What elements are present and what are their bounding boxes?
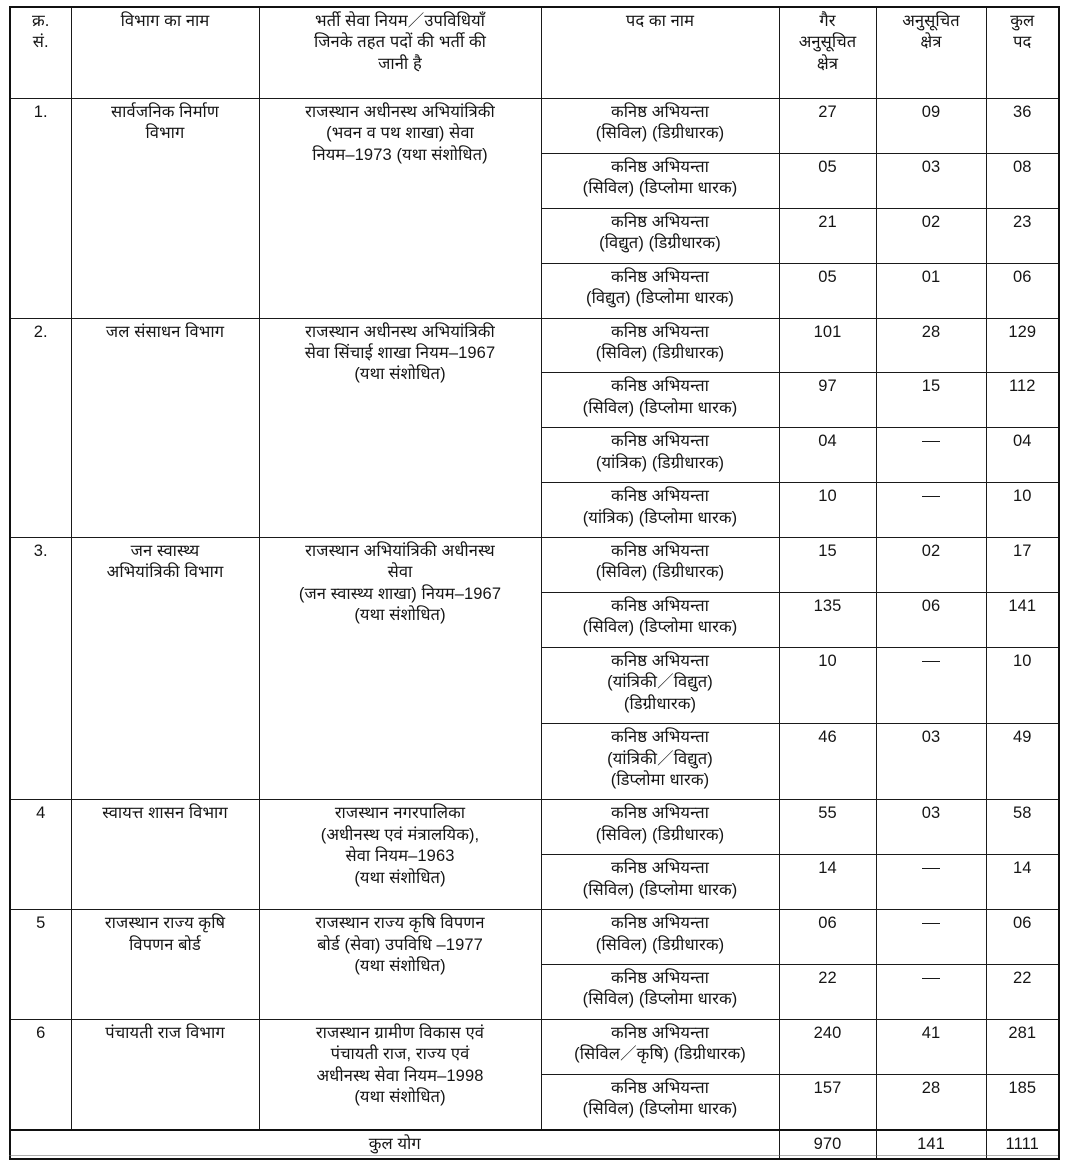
table-row: [10, 1019, 1059, 1074]
post-count-non-scheduled: 10: [779, 647, 876, 723]
text-line: (जन स्वास्थ्य शाखा) नियम–1967: [298, 584, 502, 603]
text-line: कनिष्ठ अभियन्ता: [610, 914, 710, 933]
text-line: कनिष्ठ अभियन्ता: [610, 542, 710, 560]
text-line: (भवन व पथ शाखा) सेवा: [326, 124, 474, 143]
post-count-scheduled: [876, 483, 986, 538]
table-row: [10, 99, 1059, 154]
dash-icon: [922, 441, 940, 442]
post-name: [541, 263, 779, 318]
text-line: (सिविल) (डिग्रीधारक): [595, 563, 725, 582]
text-line: अधीनस्थ सेवा नियम–1998: [316, 1066, 484, 1085]
text-line: कुल: [1010, 12, 1035, 30]
post-count-scheduled: [876, 965, 986, 1020]
recruitment-rules: [259, 1019, 541, 1129]
post-count-non-scheduled: 04: [779, 428, 876, 483]
post-count-scheduled: 01: [876, 263, 986, 318]
table-body: [10, 99, 1059, 1130]
dash-icon: [922, 923, 940, 924]
text-line: (सिविल) (डिग्रीधारक): [595, 343, 725, 362]
post-count-total: 22: [986, 965, 1059, 1020]
post-count-non-scheduled: 14: [779, 855, 876, 910]
post-count-scheduled: 03: [876, 800, 986, 855]
post-name: [541, 153, 779, 208]
column-header-scheduled: [876, 7, 986, 99]
text-line: सेवा: [387, 563, 413, 582]
column-header-post: [541, 7, 779, 99]
total-scheduled: 141: [876, 1130, 986, 1159]
column-header-non-scheduled: [779, 7, 876, 99]
post-count-total: 08: [986, 153, 1059, 208]
text-line: (सिविल) (डिप्लोमा धारक): [582, 618, 738, 637]
row-serial-number: 3.: [10, 538, 71, 800]
text-line: (यथा संशोधित): [354, 365, 446, 384]
column-header-total: [986, 7, 1059, 99]
text-line: सं.: [32, 33, 49, 52]
text-line: कनिष्ठ अभियन्ता: [610, 432, 710, 451]
text-line: क्षेत्र: [816, 54, 839, 73]
text-line: (यांत्रिक) (डिप्लोमा धारक): [582, 508, 738, 527]
text-line: कनिष्ठ अभियन्ता: [610, 804, 710, 823]
vacancy-table: [9, 6, 1060, 1160]
post-count-scheduled: 28: [876, 318, 986, 373]
post-name: [541, 99, 779, 154]
text-line: क्षेत्र: [920, 33, 942, 52]
text-line: कनिष्ठ अभियन्ता: [610, 103, 710, 121]
post-count-scheduled: [876, 428, 986, 483]
post-name: [541, 647, 779, 723]
post-count-scheduled: [876, 647, 986, 723]
column-header-rules: [259, 7, 541, 99]
post-count-scheduled: [876, 855, 986, 910]
post-count-non-scheduled: 22: [779, 965, 876, 1020]
post-count-non-scheduled: 21: [779, 208, 876, 263]
text-line: (सिविल) (डिग्रीधारक): [595, 825, 725, 844]
row-serial-number: 6: [10, 1019, 71, 1129]
total-posts: 1111: [986, 1130, 1059, 1159]
text-line: कनिष्ठ अभियन्ता: [610, 157, 710, 176]
text-line: सेवा सिंचाई शाखा नियम–1967: [304, 343, 496, 362]
post-count-total: 14: [986, 855, 1059, 910]
text-line: राजस्थान राज्य कृषि: [104, 914, 226, 933]
row-serial-number: 2.: [10, 318, 71, 538]
table-row: [10, 910, 1059, 965]
text-line: कनिष्ठ अभियन्ता: [610, 1078, 710, 1097]
post-name: [541, 318, 779, 373]
post-count-scheduled: 06: [876, 592, 986, 647]
text-line: सार्वजनिक निर्माण: [111, 103, 219, 121]
post-count-scheduled: 28: [876, 1074, 986, 1129]
text-line: कनिष्ठ अभियन्ता: [610, 212, 710, 231]
column-header-serial: [10, 7, 71, 99]
post-count-total: 36: [986, 99, 1059, 154]
text-line: (सिविल) (डिप्लोमा धारक): [582, 398, 738, 417]
text-line: (सिविल) (डिग्रीधारक): [595, 935, 725, 954]
text-line: कनिष्ठ अभियन्ता: [610, 377, 710, 396]
post-count-scheduled: 02: [876, 208, 986, 263]
text-line: अभियांत्रिकी विभाग: [106, 563, 224, 582]
text-line: (सिविल／कृषि) (डिग्रीधारक): [574, 1045, 746, 1064]
text-line: विभाग का नाम: [120, 12, 210, 30]
text-line: (यथा संशोधित): [354, 606, 446, 625]
post-count-total: 49: [986, 724, 1059, 800]
text-line: जन स्वास्थ्य: [130, 542, 200, 560]
text-line: (विद्युत) (डिप्लोमा धारक): [586, 289, 734, 308]
post-count-non-scheduled: 06: [779, 910, 876, 965]
post-name: [541, 855, 779, 910]
post-count-non-scheduled: 46: [779, 724, 876, 800]
post-count-scheduled: 03: [876, 153, 986, 208]
text-line: (यांत्रिकी／विद्युत): [607, 673, 713, 692]
post-name: [541, 1074, 779, 1129]
department-name: [71, 1019, 259, 1129]
text-line: (सिविल) (डिप्लोमा धारक): [582, 1100, 738, 1119]
text-line: (यांत्रिकी／विद्युत): [607, 749, 713, 768]
department-name: [71, 910, 259, 1020]
post-count-non-scheduled: 240: [779, 1019, 876, 1074]
post-count-total: 06: [986, 910, 1059, 965]
text-line: राजस्थान राज्य कृषि विपणन: [315, 914, 485, 933]
text-line: (डिप्लोमा धारक): [610, 770, 710, 789]
text-line: स्वायत्त शासन विभाग: [102, 804, 228, 823]
post-name: [541, 1019, 779, 1074]
post-count-total: 129: [986, 318, 1059, 373]
text-line: नियम–1973 (यथा संशोधित): [312, 145, 488, 164]
text-line: बोर्ड (सेवा) उपविधि –1977: [317, 935, 483, 954]
text-line: राजस्थान नगरपालिका: [334, 804, 466, 823]
department-name: [71, 318, 259, 538]
post-count-total: 281: [986, 1019, 1059, 1074]
text-line: (यथा संशोधित): [354, 1088, 446, 1107]
post-name: [541, 483, 779, 538]
row-serial-number: 4: [10, 800, 71, 910]
recruitment-rules: [259, 318, 541, 538]
department-name: [71, 99, 259, 319]
post-name: [541, 373, 779, 428]
post-count-scheduled: 41: [876, 1019, 986, 1074]
department-name: [71, 538, 259, 800]
post-count-scheduled: 02: [876, 538, 986, 593]
dash-icon: [922, 868, 940, 869]
total-label: कुल योग: [10, 1130, 779, 1159]
text-line: पंचायती राज विभाग: [105, 1023, 225, 1042]
post-count-total: 10: [986, 483, 1059, 538]
post-name: [541, 592, 779, 647]
post-name: [541, 965, 779, 1020]
post-count-non-scheduled: 05: [779, 263, 876, 318]
text-line: क्र.: [32, 12, 50, 30]
table-row: [10, 538, 1059, 593]
recruitment-rules: [259, 99, 541, 319]
text-line: कनिष्ठ अभियन्ता: [610, 267, 710, 286]
table-row: [10, 800, 1059, 855]
text-line: कनिष्ठ अभियन्ता: [610, 322, 710, 341]
post-name: [541, 800, 779, 855]
text-line: कनिष्ठ अभियन्ता: [610, 969, 710, 987]
text-line: राजस्थान अधीनस्थ अभियांत्रिकी: [305, 103, 495, 121]
dash-icon: [922, 661, 940, 662]
post-count-scheduled: 09: [876, 99, 986, 154]
table-header: [10, 7, 1059, 99]
post-count-non-scheduled: 101: [779, 318, 876, 373]
text-line: गैर: [819, 12, 836, 30]
post-count-non-scheduled: 157: [779, 1074, 876, 1129]
post-name: [541, 724, 779, 800]
text-line: (यथा संशोधित): [354, 957, 446, 975]
text-line: पद का नाम: [625, 12, 695, 30]
department-name: [71, 800, 259, 910]
text-line: कनिष्ठ अभियन्ता: [610, 651, 710, 670]
row-serial-number: 5: [10, 910, 71, 1020]
recruitment-rules: [259, 800, 541, 910]
post-count-non-scheduled: 55: [779, 800, 876, 855]
header-row: [10, 7, 1059, 99]
post-count-total: 06: [986, 263, 1059, 318]
text-line: (सिविल) (डिप्लोमा धारक): [582, 179, 738, 198]
post-count-total: 185: [986, 1074, 1059, 1129]
post-count-total: 23: [986, 208, 1059, 263]
text-line: अनुसूचित: [902, 12, 960, 30]
column-header-department: [71, 7, 259, 99]
text-line: कनिष्ठ अभियन्ता: [610, 596, 710, 615]
text-line: कनिष्ठ अभियन्ता: [610, 487, 710, 506]
text-line: विभाग: [145, 124, 185, 143]
text-line: (सिविल) (डिप्लोमा धारक): [582, 990, 738, 1009]
text-line: (विद्युत) (डिग्रीधारक): [599, 234, 721, 253]
text-line: राजस्थान ग्रामीण विकास एवं: [315, 1023, 485, 1042]
post-count-total: 04: [986, 428, 1059, 483]
total-non-scheduled: 970: [779, 1130, 876, 1159]
post-name: [541, 428, 779, 483]
text-line: राजस्थान अभियांत्रिकी अधीनस्थ: [305, 542, 495, 560]
text-line: राजस्थान अधीनस्थ अभियांत्रिकी: [305, 322, 495, 341]
post-count-scheduled: 15: [876, 373, 986, 428]
post-name: [541, 538, 779, 593]
text-line: भर्ती सेवा नियम／उपविधियॉं: [314, 12, 486, 30]
text-line: (अधीनस्थ एवं मंत्रालयिक),: [320, 825, 480, 844]
post-count-total: 141: [986, 592, 1059, 647]
post-count-non-scheduled: 27: [779, 99, 876, 154]
text-line: पद: [1013, 33, 1032, 52]
post-count-non-scheduled: 05: [779, 153, 876, 208]
post-name: [541, 208, 779, 263]
text-line: जिनके तहत पदों की भर्ती की: [313, 33, 487, 52]
post-count-total: 10: [986, 647, 1059, 723]
text-line: (सिविल) (डिप्लोमा धारक): [582, 880, 738, 899]
text-line: (डिग्रीधारक): [623, 694, 697, 713]
dash-icon: [922, 978, 940, 979]
post-count-total: 17: [986, 538, 1059, 593]
dash-icon: [922, 496, 940, 497]
post-name: [541, 910, 779, 965]
row-serial-number: 1.: [10, 99, 71, 319]
post-count-total: 112: [986, 373, 1059, 428]
recruitment-rules: [259, 538, 541, 800]
post-count-scheduled: [876, 910, 986, 965]
text-line: अनुसूचित: [798, 33, 857, 52]
text-line: (सिविल) (डिग्रीधारक): [595, 124, 725, 143]
page-bottom-rule: [9, 1155, 1058, 1156]
post-count-non-scheduled: 135: [779, 592, 876, 647]
table-row: [10, 318, 1059, 373]
text-line: विपणन बोर्ड: [129, 935, 201, 954]
text-line: जानी है: [378, 54, 422, 73]
post-count-non-scheduled: 10: [779, 483, 876, 538]
text-line: पंचायती राज, राज्य एवं: [330, 1045, 470, 1064]
text-line: कनिष्ठ अभियन्ता: [610, 728, 710, 747]
post-count-non-scheduled: 15: [779, 538, 876, 593]
text-line: जल संसाधन विभाग: [105, 322, 225, 341]
text-line: (यथा संशोधित): [354, 868, 446, 887]
post-count-non-scheduled: 97: [779, 373, 876, 428]
text-line: (यांत्रिक) (डिग्रीधारक): [595, 453, 725, 472]
text-line: सेवा नियम–1963: [345, 847, 455, 866]
text-line: कनिष्ठ अभियन्ता: [610, 1023, 710, 1042]
recruitment-rules: [259, 910, 541, 1020]
text-line: कनिष्ठ अभियन्ता: [610, 859, 710, 878]
post-count-total: 58: [986, 800, 1059, 855]
post-count-scheduled: 03: [876, 724, 986, 800]
